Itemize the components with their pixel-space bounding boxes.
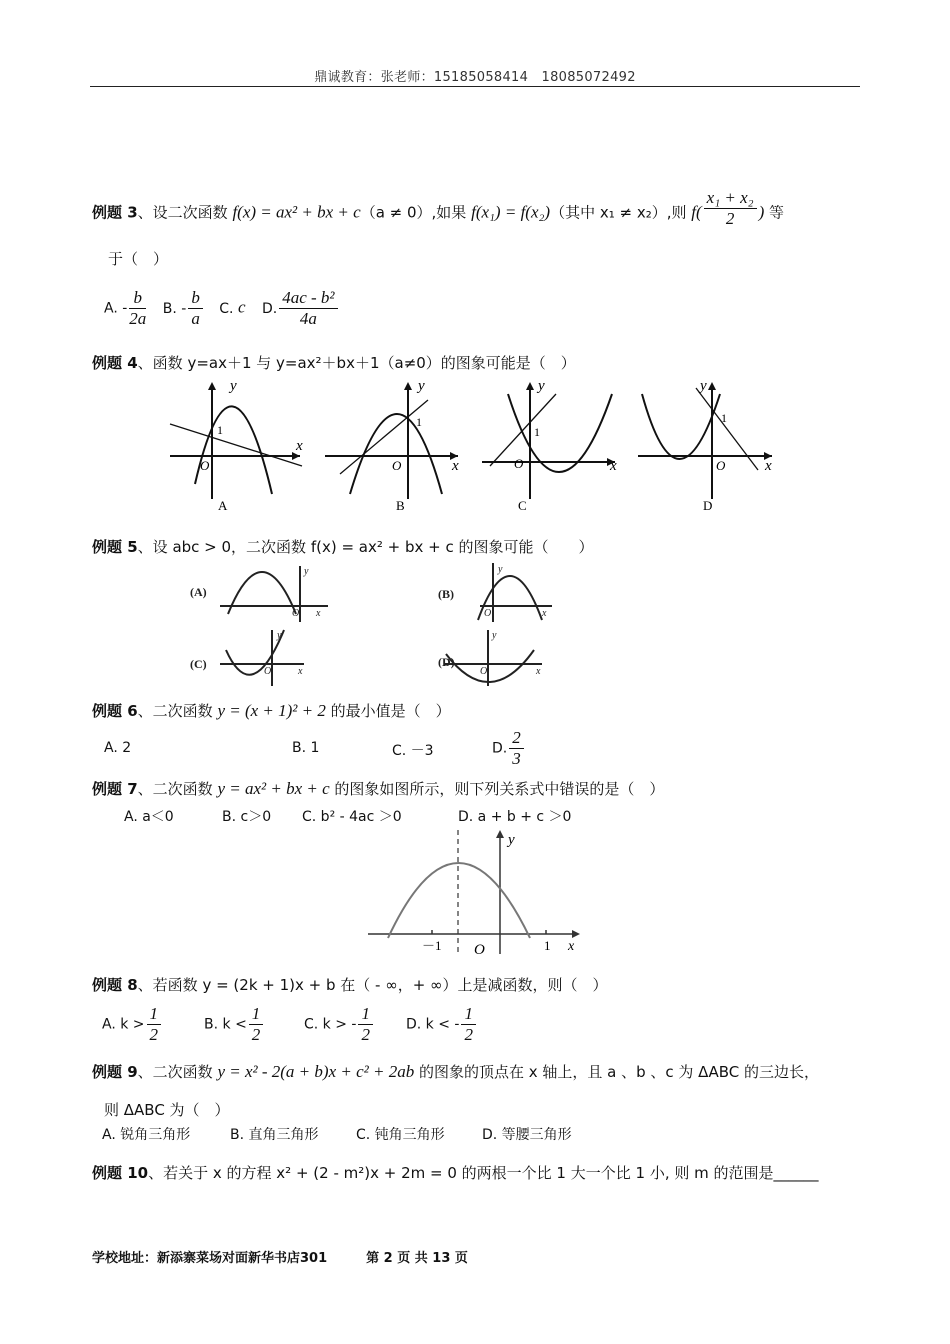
question-6-formula: y = (x + 1)² + 2	[217, 701, 326, 720]
graph-label-b: (B)	[438, 587, 454, 601]
option-label: C. k > -	[304, 1016, 357, 1033]
question-9-option-a: A. 锐角三角形	[102, 1127, 191, 1143]
question-9-formula: y = x² - 2(a + b)x + c² + 2ab	[217, 1062, 415, 1081]
origin-label: O	[716, 458, 726, 473]
axis-x-label: x	[452, 458, 459, 474]
question-7-option-b: B. c＞0	[222, 809, 272, 825]
axis-y-label: y	[418, 378, 425, 394]
question-8-option-a	[102, 1004, 163, 1045]
question-3-fraction	[704, 188, 757, 229]
footer-page-number: 第 2 页 共 13 页	[366, 1251, 468, 1266]
origin-label: O	[392, 458, 402, 473]
origin-label: O	[264, 666, 272, 677]
question-6-option-d	[492, 728, 526, 769]
fraction-numerator: b	[129, 288, 146, 309]
question-9-option-b: B. 直角三角形	[230, 1127, 319, 1143]
origin-label: O	[514, 456, 524, 471]
question-5-text: 、设 abc > 0，二次函数 f(x) = ax² + bx + c 的图象可能（ ）	[137, 538, 594, 556]
question-7	[92, 778, 664, 799]
question-3-condition-2: （其中 x₁ ≠ x₂）,则	[550, 203, 692, 222]
graph-label-d: (D)	[438, 655, 455, 669]
option-fraction	[147, 1004, 162, 1045]
question-5-graphs	[180, 558, 570, 688]
question-3-text: 、设二次函数	[137, 203, 233, 222]
question-7-option-c: C. b² - 4ac ＞0	[302, 809, 402, 825]
fraction-denominator: 2	[251, 1025, 261, 1044]
origin-label: O	[292, 608, 300, 619]
graph-label-c: (C)	[190, 657, 207, 671]
tick-label-neg-one: －1	[422, 938, 442, 953]
option-a-fraction	[129, 288, 146, 329]
intercept-label: 1	[416, 415, 422, 429]
question-8-text: 、若函数 y = (2k + 1)x + b 在（ - ∞，+ ∞）上是减函数，则（ ）	[137, 976, 608, 994]
question-3-options	[104, 288, 340, 329]
graph-label-b: B	[396, 498, 405, 513]
question-6-option-c: C. －3	[392, 743, 434, 759]
question-4	[92, 352, 576, 373]
origin-label: O	[484, 608, 492, 619]
fraction-denominator: 2	[725, 209, 735, 228]
question-6-tail: 的最小值是（ ）	[325, 702, 451, 720]
question-5-label: 例题 5	[92, 538, 138, 556]
question-3-tail: 等	[764, 203, 785, 222]
axis-x-label: x	[542, 608, 547, 619]
question-9-option-c: C. 钝角三角形	[356, 1127, 445, 1143]
option-fraction	[461, 1004, 476, 1045]
page-footer	[92, 1247, 468, 1266]
question-10	[92, 1162, 819, 1183]
graph-label-a: A	[218, 498, 228, 513]
question-3-formula: f(x) = ax² + bx + c	[232, 202, 361, 222]
option-b-fraction	[188, 288, 203, 329]
question-6	[92, 700, 451, 721]
axis-x-label: x	[568, 939, 575, 954]
question-6-option-b: B. 1	[292, 740, 320, 756]
fraction-numerator: b	[188, 288, 203, 309]
option-label: D. k < -	[406, 1016, 460, 1033]
question-6-text: 、二次函数	[137, 702, 218, 720]
fraction-denominator: 4a	[299, 309, 317, 328]
fraction-denominator: 2	[149, 1025, 159, 1044]
question-3-line-2: 于（ ）	[108, 250, 169, 268]
axis-y-label: y	[700, 378, 707, 394]
question-3-condition: （a ≠ 0）,如果	[360, 203, 472, 222]
axis-y-label: y	[277, 630, 282, 641]
question-3-f-open: f(	[691, 202, 702, 222]
graph-label-a: (A)	[190, 585, 207, 599]
axis-x-label: x	[296, 438, 303, 454]
question-4-label: 例题 4	[92, 354, 138, 372]
question-10-label: 例题 10	[92, 1164, 149, 1182]
question-7-tail: 的图象如图所示，则下列关系式中错误的是（ ）	[329, 780, 665, 798]
question-9-option-d: D. 等腰三角形	[482, 1127, 572, 1143]
fraction-numerator: 4ac - b²	[279, 288, 337, 309]
intercept-label: 1	[534, 425, 540, 439]
axis-x-label: x	[536, 666, 541, 677]
axis-y-label: y	[230, 378, 237, 394]
graph-d	[638, 378, 772, 513]
fraction-denominator: 2a	[129, 309, 147, 328]
question-3-formula-2: f(x₁) = f(x₂)	[471, 202, 551, 222]
fraction-numerator: 1	[147, 1004, 162, 1025]
question-9-text: 、二次函数	[137, 1063, 218, 1081]
question-8-option-b	[204, 1004, 265, 1045]
question-9-line-2: 则 ΔABC 为（ ）	[104, 1101, 230, 1119]
option-c-value: c	[237, 297, 246, 317]
fraction-denominator: 2	[464, 1025, 473, 1044]
intercept-label: 1	[217, 423, 223, 437]
axis-y-label: y	[538, 378, 545, 394]
question-8	[92, 974, 608, 995]
question-8-option-d	[406, 1004, 478, 1045]
option-b-label: B. -	[162, 300, 187, 317]
question-6-option-a: A. 2	[104, 740, 132, 756]
axis-x-label: x	[316, 608, 321, 619]
origin-label: O	[200, 458, 210, 473]
origin-label: O	[474, 942, 485, 958]
axis-y-label: y	[498, 564, 503, 575]
page-header: 鼎诚教育：张老师：15185058414 18085072492	[314, 70, 636, 85]
question-4-text: 、函数 y=ax＋1 与 y=ax²＋bx＋1（a≠0）的图象可能是（ ）	[137, 354, 576, 372]
question-5	[92, 536, 594, 557]
axis-y-label: y	[492, 630, 497, 641]
question-7-formula: y = ax² + bx + c	[217, 779, 330, 798]
option-label: B. k <	[204, 1016, 247, 1033]
option-a-label: A. -	[104, 300, 128, 317]
fraction-denominator: 3	[512, 749, 521, 768]
question-8-label: 例题 8	[92, 976, 138, 994]
fraction-numerator: 2	[509, 728, 524, 749]
question-7-graph	[360, 826, 590, 958]
question-4-graphs	[160, 374, 790, 516]
option-d-label: D.	[492, 740, 508, 757]
question-7-option-d: D. a + b + c ＞0	[458, 809, 572, 825]
graph-label-d: D	[703, 498, 713, 513]
graph-c	[482, 378, 617, 513]
question-3-label: 例题 3	[92, 203, 138, 222]
question-9-tail: 的图象的顶点在 x 轴上，且 a 、b 、c 为 ΔABC 的三边长，	[414, 1063, 819, 1081]
question-3-f-close: )	[758, 202, 765, 222]
graph-b	[325, 378, 459, 513]
option-fraction	[249, 1004, 264, 1045]
option-d-fraction	[279, 288, 337, 329]
fraction-numerator: 1	[249, 1004, 264, 1025]
question-9	[92, 1061, 819, 1082]
graph-a	[170, 378, 303, 513]
option-fraction	[358, 1004, 373, 1045]
option-label: A. k >	[102, 1016, 145, 1033]
intercept-label: 1	[721, 411, 727, 425]
fraction-numerator: x₁ + x₂	[704, 188, 757, 209]
axis-x-label: x	[765, 458, 772, 474]
origin-label: O	[480, 666, 488, 677]
footer-address: 学校地址：新添寨菜场对面新华书店301	[92, 1251, 328, 1266]
fraction-denominator: 2	[361, 1025, 370, 1044]
option-d-fraction	[509, 728, 524, 769]
option-c-label: C.	[219, 300, 234, 317]
axis-x-label: x	[298, 666, 303, 677]
question-10-text: 、若关于 x 的方程 x² + (2 - m²)x + 2m = 0 的两根一个比 1 大一个比 1 小, 则 m 的范围是______	[148, 1164, 819, 1182]
question-3	[92, 188, 785, 229]
question-9-label: 例题 9	[92, 1063, 138, 1081]
question-6-label: 例题 6	[92, 702, 138, 720]
header-divider	[90, 86, 860, 87]
axis-y-label: y	[508, 832, 515, 848]
question-8-option-c	[304, 1004, 375, 1045]
option-d-label: D.	[261, 300, 278, 317]
fraction-denominator: a	[191, 309, 200, 328]
question-7-text: 、二次函数	[137, 780, 218, 798]
fraction-numerator: 1	[358, 1004, 373, 1025]
question-7-label: 例题 7	[92, 780, 138, 798]
axis-y-label: y	[304, 566, 309, 577]
fraction-numerator: 1	[461, 1004, 476, 1025]
tick-label-one: 1	[544, 938, 551, 953]
graph-label-c: C	[518, 498, 527, 513]
axis-x-label: x	[610, 458, 617, 474]
question-7-option-a: A. a＜0	[124, 809, 174, 825]
